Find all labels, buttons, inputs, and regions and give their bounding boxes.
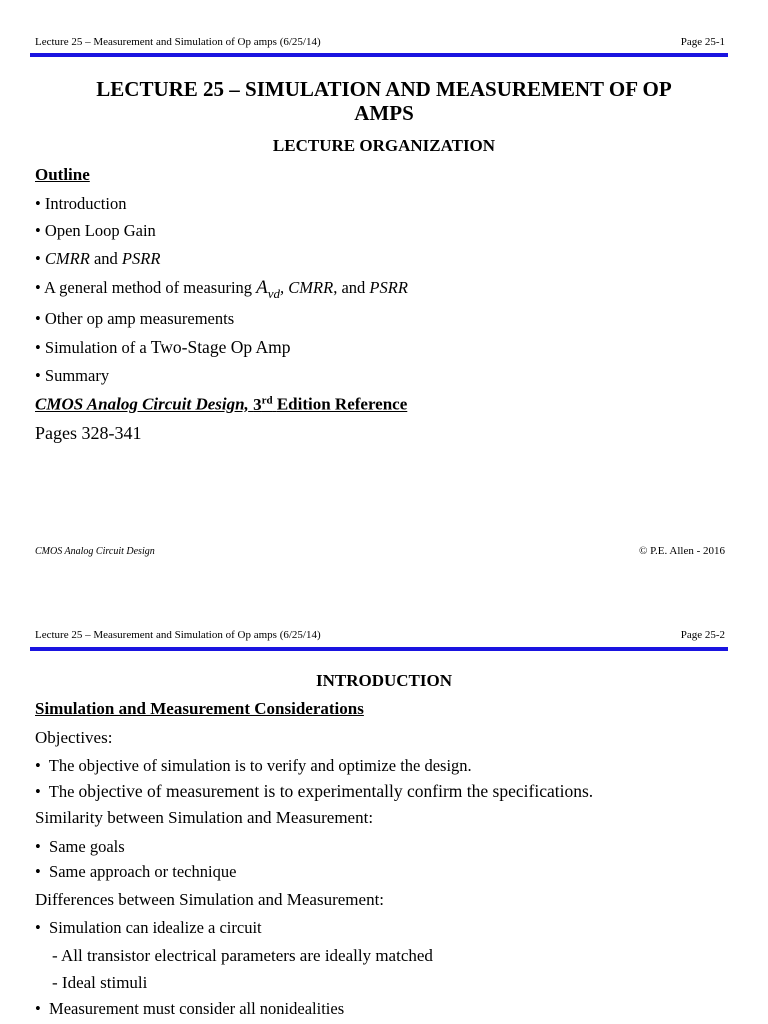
page2-heading: INTRODUCTION xyxy=(315,671,453,690)
bullet-summary xyxy=(35,366,109,386)
bullet-objective-simulation xyxy=(35,756,472,776)
bullet-char: • xyxy=(35,756,41,775)
page1-footer-left: CMOS Analog Circuit Design xyxy=(35,546,155,557)
page2-header-left: Lecture 25 – Measurement and Simulation of Op amps (6/25/14) xyxy=(35,629,321,641)
objectives-label: Objectives: xyxy=(35,728,113,747)
cmrr-term: CMRR xyxy=(44,249,90,268)
bullet-text: Simulation of a xyxy=(44,338,147,357)
cmrr-term: , CMRR xyxy=(280,278,334,297)
bullet-text: The objective of simulation is to verify and optimize the design. xyxy=(48,756,472,775)
bullet-char: • xyxy=(35,782,41,801)
page2-header-rule xyxy=(30,647,728,651)
similarity-label: Similarity between Simulation and Measurement: xyxy=(35,808,374,827)
bullet-text: Other op amp measurements xyxy=(44,309,235,328)
page1-title xyxy=(30,77,738,125)
bullet-char: • xyxy=(35,221,41,240)
reference-book-title: CMOS Analog Circuit Design, xyxy=(35,394,249,414)
bullet-text: The xyxy=(48,782,75,801)
bullet-text: Measurement must consider all nonidealities xyxy=(49,999,345,1018)
psrr-term: PSRR xyxy=(369,278,408,297)
bullet-char: • xyxy=(35,309,41,328)
reference-edition: 3rd xyxy=(253,394,273,414)
bullet-objective-measurement xyxy=(35,781,593,802)
bullet-measurement-nonidealities xyxy=(35,999,344,1019)
page1-header-left: Lecture 25 – Measurement and Simulation of Op amps (6/25/14) xyxy=(35,36,321,48)
bullet-char: • xyxy=(35,366,41,385)
bullet-open-loop-gain xyxy=(35,221,156,241)
page1-footer-right: © P.E. Allen - 2016 xyxy=(639,545,725,557)
bullet-same-goals xyxy=(35,837,125,857)
and-word: and xyxy=(93,249,118,268)
bullet-text: Summary xyxy=(44,366,110,385)
bullet-char: • xyxy=(35,862,41,881)
page1-title-line1: LECTURE 25 – SIMULATION AND MEASUREMENT OF OP xyxy=(96,77,672,101)
bullet-text: Simulation can idealize a circuit xyxy=(49,918,262,937)
bullet-simulation xyxy=(35,337,291,358)
bullet-char: • xyxy=(35,837,41,856)
bullet-simulation-idealize xyxy=(35,918,262,938)
page2-header-right: Page 25-2 xyxy=(680,629,725,641)
and-word: , and xyxy=(333,278,366,297)
bullet-text: A general method of measuring xyxy=(44,278,253,297)
page1-header-rule xyxy=(30,53,728,57)
bullet-cmrr-psrr xyxy=(35,249,160,269)
bullet-same-approach xyxy=(35,862,236,882)
bullet-char: • xyxy=(35,338,41,357)
bullet-char: • xyxy=(35,194,41,213)
bullet-text: Open Loop Gain xyxy=(44,221,156,240)
bullet-text-plain: Two-Stage Op Amp xyxy=(150,337,291,357)
bullet-text: Introduction xyxy=(44,194,127,213)
reference-line xyxy=(35,394,407,415)
differences-label: Differences between Simulation and Measurement: xyxy=(35,890,385,909)
bullet-char: • xyxy=(35,918,41,937)
sub-item-matched: - All transistor electrical parameters are ideally matched xyxy=(52,946,433,965)
section-heading: Simulation and Measurement Considerations xyxy=(35,699,364,718)
page1-header-right: Page 25-1 xyxy=(680,36,725,48)
page1-title-line2: AMPS xyxy=(354,101,414,125)
reference-pages: Pages 328-341 xyxy=(35,423,142,443)
psrr-term: PSRR xyxy=(121,249,161,268)
bullet-char: • xyxy=(35,999,41,1018)
bullet-text: Same approach or technique xyxy=(49,862,237,881)
reference-suffix: Edition Reference xyxy=(276,394,408,414)
bullet-general-method xyxy=(35,277,408,302)
avd-term: $A_{vd}$ xyxy=(256,277,281,301)
bullet-text-plain: objective of measurement is to experimentally confirm the specifications. xyxy=(78,781,594,801)
bullet-text: Same goals xyxy=(49,837,125,856)
bullet-introduction xyxy=(35,194,126,214)
outline-heading: Outline xyxy=(35,165,90,184)
page1-subtitle: LECTURE ORGANIZATION xyxy=(272,136,496,155)
bullet-other-measurements xyxy=(35,309,234,329)
sub-item-ideal-stimuli: - Ideal stimuli xyxy=(52,973,148,992)
bullet-char: • xyxy=(35,249,41,268)
bullet-char: • xyxy=(35,278,41,297)
